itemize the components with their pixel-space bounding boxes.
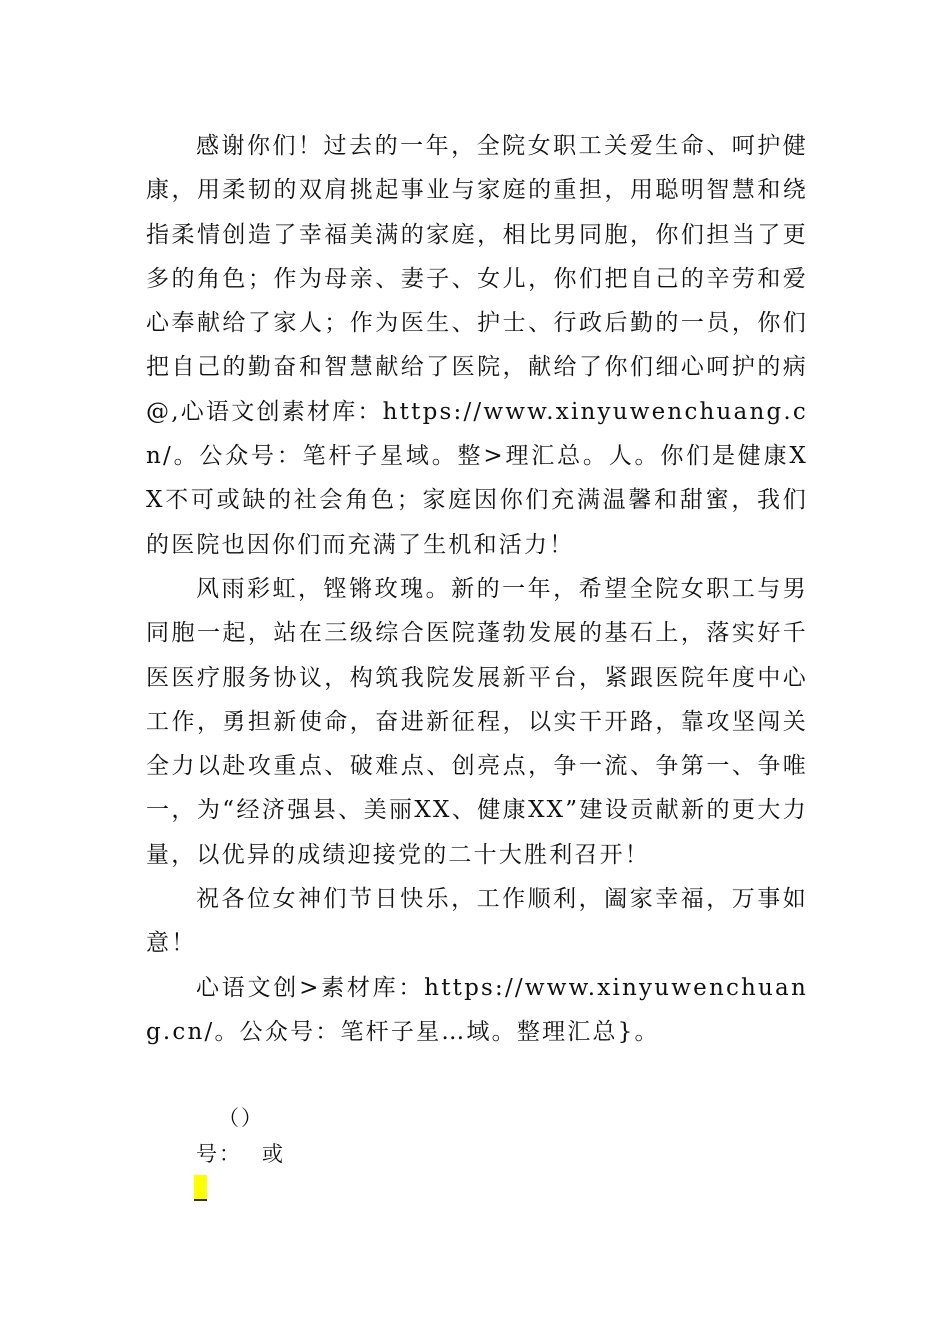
paragraph-greeting: 祝各位女神们节日快乐，工作顺利，阖家幸福，万事如意！: [146, 886, 808, 957]
tail-label: 号：: [196, 1142, 242, 1166]
empty-parentheses: （）: [218, 1106, 264, 1130]
paragraph-source: 心语文创>素材库：https://www.xinyuwenchuang.cn/。公众号：笔杆子星…域。整理汇总}。: [146, 974, 808, 1045]
document-body: [146, 124, 808, 1054]
paragraph-wishes: 风雨彩虹，铿锵玫瑰。新的一年，希望全院女职工与男同胞一起，站在三级综合医院蓬勃发展的基石上，落实好千医医疗服务协议，构筑我院发展新平台，紧跟医院年度中心工作，勇担新使命，奋进新征程，以实干开路，靠攻坚闯关全力以赴攻重点、破难点、创亮点，争一流、争第一、争唯一，为“经济强县、美丽XX、健康XX”建设贡献新的更大力量，以优异的成绩迎接党的二十大胜利召开！: [146, 575, 808, 868]
document-tail: [196, 1100, 285, 1172]
tail-line: [196, 1136, 285, 1172]
highlighted-cursor-mark[interactable]: [194, 1175, 207, 1201]
paragraph-thanks: 感谢你们！过去的一年，全院女职工关爱生命、呵护健康，用柔韧的双肩挑起事业与家庭的重担，用聪明智慧和绕指柔情创造了幸福美满的家庭，相比男同胞，你们担当了更多的角色；作为母亲、妻子、女儿，你们把自己的辛劳和爱心奉献给了家人；作为医生、护士、行政后勤的一员，你们把自己的勤奋和智慧献给了医院，献给了你们细心呵护的病@,心语文创素材库：https://www.xinyuwenchuang.cn/。公众号：笔杆子星域。整>理汇总。人。你们是健康XX不可或缺的社会角色；家庭因你们充满温馨和甜蜜，我们的医院也因你们而充满了生机和活力！: [146, 133, 808, 558]
tail-char: 或: [262, 1142, 285, 1166]
